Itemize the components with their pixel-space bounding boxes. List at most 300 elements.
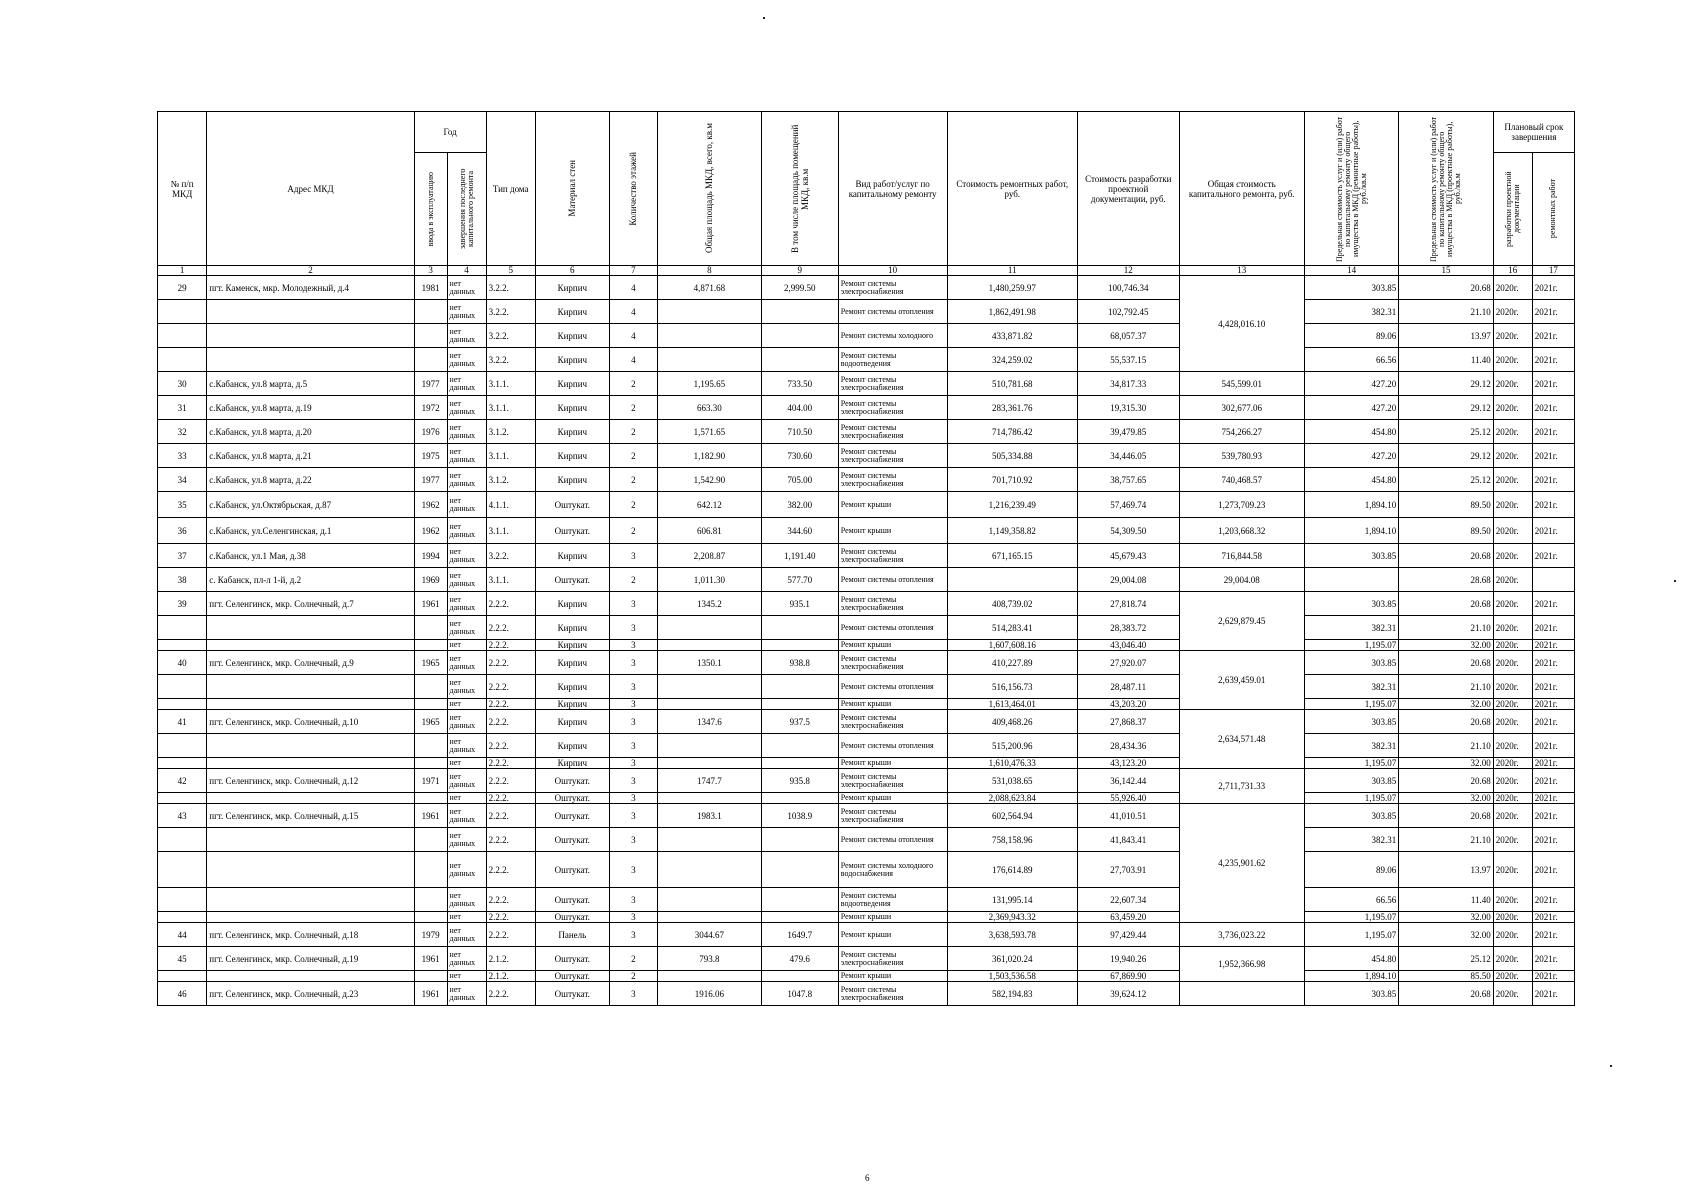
cell-year-commission: 1965 bbox=[414, 651, 447, 675]
cell-premises-area: 382.00 bbox=[761, 492, 838, 518]
cell-house-type: 3.2.2. bbox=[486, 544, 535, 568]
cell-work-type: Ремонт системы электроснабжения bbox=[838, 444, 947, 468]
cell-no bbox=[158, 912, 207, 923]
cell-year-last-repair: нет данных bbox=[447, 324, 486, 348]
table-body bbox=[158, 276, 1575, 1006]
cell-repair-cost: 582,194.83 bbox=[947, 982, 1077, 1006]
cell-design-cost: 67,869.90 bbox=[1077, 971, 1179, 982]
cell-total-area: 1747.7 bbox=[658, 769, 762, 793]
cell-deadline-design: 2020г. bbox=[1493, 888, 1532, 912]
col-number: 2 bbox=[207, 266, 414, 276]
cell-premises-area bbox=[761, 971, 838, 982]
cell-house-type: 2.2.2. bbox=[486, 852, 535, 888]
scan-speck bbox=[763, 17, 765, 19]
cell-limit-design: 25.12 bbox=[1399, 420, 1493, 444]
cell-year-commission: 1962 bbox=[414, 518, 447, 544]
cell-year-commission: 1977 bbox=[414, 372, 447, 396]
cell-limit-repair: 454.80 bbox=[1304, 420, 1398, 444]
table-row bbox=[158, 793, 1575, 804]
cell-limit-repair: 454.80 bbox=[1304, 468, 1398, 492]
cell-year-commission bbox=[414, 324, 447, 348]
col-number: 16 bbox=[1493, 266, 1532, 276]
cell-no: 32 bbox=[158, 420, 207, 444]
cell-limit-design: 32.00 bbox=[1399, 758, 1493, 769]
cell-total-area bbox=[658, 616, 762, 640]
cell-no bbox=[158, 828, 207, 852]
cell-limit-repair: 303.85 bbox=[1304, 592, 1398, 616]
cell-deadline-design: 2020г. bbox=[1493, 592, 1532, 616]
cell-year-last-repair: нет данных bbox=[447, 276, 486, 300]
cell-house-type: 2.2.2. bbox=[486, 651, 535, 675]
cell-deadline-repair: 2021г. bbox=[1532, 651, 1574, 675]
cell-wall-material: Кирпич bbox=[535, 300, 609, 324]
cell-year-commission bbox=[414, 912, 447, 923]
cell-address bbox=[207, 699, 414, 710]
cell-deadline-design: 2020г. bbox=[1493, 616, 1532, 640]
cell-repair-cost: 324,259.02 bbox=[947, 348, 1077, 372]
cell-year-last-repair: нет данных bbox=[447, 675, 486, 699]
cell-floors: 3 bbox=[609, 804, 657, 828]
cell-wall-material: Кирпич bbox=[535, 372, 609, 396]
cell-repair-cost: 701,710.92 bbox=[947, 468, 1077, 492]
cell-year-commission bbox=[414, 888, 447, 912]
cell-no: 41 bbox=[158, 710, 207, 734]
cell-premises-area: 733.50 bbox=[761, 372, 838, 396]
cell-house-type: 4.1.1. bbox=[486, 492, 535, 518]
cell-house-type: 2.2.2. bbox=[486, 888, 535, 912]
cell-limit-design: 20.68 bbox=[1399, 710, 1493, 734]
cell-total-cost: 2,639,459.01 bbox=[1179, 651, 1304, 710]
cell-design-cost: 22,607.34 bbox=[1077, 888, 1179, 912]
table-row bbox=[158, 947, 1575, 971]
cell-year-commission bbox=[414, 793, 447, 804]
col-number: 7 bbox=[609, 266, 657, 276]
cell-limit-design: 85.50 bbox=[1399, 971, 1493, 982]
cell-address: с. Кабанск, пл-л 1-й, д.2 bbox=[207, 568, 414, 592]
cell-limit-design: 11.40 bbox=[1399, 888, 1493, 912]
cell-deadline-repair: 2021г. bbox=[1532, 912, 1574, 923]
cell-premises-area: 710.50 bbox=[761, 420, 838, 444]
cell-limit-design: 21.10 bbox=[1399, 828, 1493, 852]
cell-year-commission bbox=[414, 348, 447, 372]
cell-work-type: Ремонт системы отопления bbox=[838, 675, 947, 699]
cell-total-cost: 4,428,016.10 bbox=[1179, 276, 1304, 372]
cell-limit-repair: 89.06 bbox=[1304, 324, 1398, 348]
table-row bbox=[158, 300, 1575, 324]
cell-year-last-repair: нет данных bbox=[447, 769, 486, 793]
cell-house-type: 3.2.2. bbox=[486, 276, 535, 300]
cell-total-area: 1983.1 bbox=[658, 804, 762, 828]
cell-no bbox=[158, 971, 207, 982]
cell-design-cost: 29,004.08 bbox=[1077, 568, 1179, 592]
cell-total-cost: 1,273,709.23 bbox=[1179, 492, 1304, 518]
header-year-commission: ввода в эксплуатацию bbox=[414, 153, 447, 266]
cell-wall-material: Оштукат. bbox=[535, 828, 609, 852]
cell-total-area bbox=[658, 324, 762, 348]
cell-design-cost: 43,203.20 bbox=[1077, 699, 1179, 710]
cell-year-commission: 1994 bbox=[414, 544, 447, 568]
cell-total-area: 1,195.65 bbox=[658, 372, 762, 396]
cell-limit-design: 32.00 bbox=[1399, 699, 1493, 710]
cell-total-area bbox=[658, 758, 762, 769]
cell-floors: 3 bbox=[609, 852, 657, 888]
cell-repair-cost: 1,607,608.16 bbox=[947, 640, 1077, 651]
cell-design-cost: 39,624.12 bbox=[1077, 982, 1179, 1006]
cell-floors: 2 bbox=[609, 971, 657, 982]
cell-year-commission bbox=[414, 852, 447, 888]
cell-total-area bbox=[658, 793, 762, 804]
cell-year-last-repair: нет данных bbox=[447, 888, 486, 912]
cell-limit-repair: 1,894.10 bbox=[1304, 971, 1398, 982]
cell-floors: 3 bbox=[609, 651, 657, 675]
cell-total-area: 1350.1 bbox=[658, 651, 762, 675]
cell-no bbox=[158, 616, 207, 640]
cell-premises-area bbox=[761, 300, 838, 324]
cell-house-type: 3.1.1. bbox=[486, 444, 535, 468]
cell-deadline-design: 2020г. bbox=[1493, 804, 1532, 828]
cell-address: с.Кабанск, ул.1 Мая, д.38 bbox=[207, 544, 414, 568]
cell-floors: 2 bbox=[609, 420, 657, 444]
cell-work-type: Ремонт системы отопления bbox=[838, 568, 947, 592]
cell-limit-design: 29.12 bbox=[1399, 444, 1493, 468]
cell-premises-area bbox=[761, 616, 838, 640]
cell-repair-cost: 131,995.14 bbox=[947, 888, 1077, 912]
cell-year-commission: 1971 bbox=[414, 769, 447, 793]
cell-deadline-repair: 2021г. bbox=[1532, 616, 1574, 640]
header-floors: Количество этажей bbox=[609, 112, 657, 266]
cell-limit-design: 21.10 bbox=[1399, 300, 1493, 324]
cell-design-cost: 97,429.44 bbox=[1077, 923, 1179, 947]
cell-address: с.Кабанск, ул.Селенгинская, д.1 bbox=[207, 518, 414, 544]
cell-floors: 2 bbox=[609, 468, 657, 492]
cell-design-cost: 100,746.34 bbox=[1077, 276, 1179, 300]
cell-floors: 4 bbox=[609, 276, 657, 300]
cell-total-area: 793.8 bbox=[658, 947, 762, 971]
cell-deadline-design: 2020г. bbox=[1493, 544, 1532, 568]
col-number: 10 bbox=[838, 266, 947, 276]
cell-repair-cost: 1,216,239.49 bbox=[947, 492, 1077, 518]
cell-limit-design: 21.10 bbox=[1399, 675, 1493, 699]
cell-no: 38 bbox=[158, 568, 207, 592]
cell-year-commission: 1961 bbox=[414, 982, 447, 1006]
cell-wall-material: Оштукат. bbox=[535, 492, 609, 518]
cell-limit-repair: 303.85 bbox=[1304, 710, 1398, 734]
cell-limit-design: 20.68 bbox=[1399, 544, 1493, 568]
table-row bbox=[158, 276, 1575, 300]
header-premises-area: В том числе площадь помещений МКД, кв.м bbox=[761, 112, 838, 266]
header-limit-repair: Предельная стоимость услуг и (или) работ по капитальному ремонту общего имущества в МКД (ремонтные работы), руб./кв.м bbox=[1304, 112, 1398, 266]
cell-deadline-repair: 2021г. bbox=[1532, 324, 1574, 348]
cell-limit-repair: 1,195.07 bbox=[1304, 923, 1398, 947]
col-number: 17 bbox=[1532, 266, 1574, 276]
table-row bbox=[158, 971, 1575, 982]
cell-house-type: 2.2.2. bbox=[486, 640, 535, 651]
cell-limit-repair: 1,195.07 bbox=[1304, 793, 1398, 804]
cell-no: 39 bbox=[158, 592, 207, 616]
cell-wall-material: Оштукат. bbox=[535, 852, 609, 888]
cell-year-last-repair: нет данных bbox=[447, 651, 486, 675]
cell-repair-cost: 1,480,259.97 bbox=[947, 276, 1077, 300]
cell-deadline-design: 2020г. bbox=[1493, 640, 1532, 651]
cell-limit-design: 32.00 bbox=[1399, 912, 1493, 923]
cell-floors: 3 bbox=[609, 640, 657, 651]
cell-repair-cost: 2,369,943.32 bbox=[947, 912, 1077, 923]
cell-year-commission: 1979 bbox=[414, 923, 447, 947]
cell-year-last-repair: нет данных bbox=[447, 710, 486, 734]
cell-wall-material: Кирпич bbox=[535, 544, 609, 568]
cell-address: пгт. Селенгинск, мкр. Солнечный, д.7 bbox=[207, 592, 414, 616]
cell-limit-repair: 427.20 bbox=[1304, 444, 1398, 468]
table-row bbox=[158, 544, 1575, 568]
cell-premises-area bbox=[761, 828, 838, 852]
cell-no: 45 bbox=[158, 947, 207, 971]
cell-no bbox=[158, 324, 207, 348]
cell-deadline-repair: 2021г. bbox=[1532, 710, 1574, 734]
cell-limit-design: 29.12 bbox=[1399, 372, 1493, 396]
cell-deadline-repair: 2021г. bbox=[1532, 971, 1574, 982]
cell-work-type: Ремонт системы отопления bbox=[838, 734, 947, 758]
cell-wall-material: Оштукат. bbox=[535, 912, 609, 923]
cell-work-type: Ремонт крыши bbox=[838, 699, 947, 710]
cell-year-last-repair: нет данных bbox=[447, 396, 486, 420]
cell-limit-repair: 303.85 bbox=[1304, 544, 1398, 568]
header-deadline: Плановый срок завершения bbox=[1493, 112, 1574, 153]
cell-floors: 2 bbox=[609, 492, 657, 518]
cell-address bbox=[207, 888, 414, 912]
cell-deadline-design: 2020г. bbox=[1493, 420, 1532, 444]
cell-premises-area: 344.60 bbox=[761, 518, 838, 544]
cell-house-type: 2.2.2. bbox=[486, 734, 535, 758]
cell-work-type: Ремонт системы электроснабжения bbox=[838, 420, 947, 444]
cell-deadline-repair: 2021г. bbox=[1532, 734, 1574, 758]
cell-design-cost: 41,010.51 bbox=[1077, 804, 1179, 828]
cell-repair-cost: 516,156.73 bbox=[947, 675, 1077, 699]
cell-premises-area: 730.60 bbox=[761, 444, 838, 468]
cell-wall-material: Кирпич bbox=[535, 276, 609, 300]
cell-limit-design: 32.00 bbox=[1399, 793, 1493, 804]
table-row bbox=[158, 923, 1575, 947]
cell-limit-design: 29.12 bbox=[1399, 396, 1493, 420]
table-row bbox=[158, 675, 1575, 699]
cell-work-type: Ремонт крыши bbox=[838, 758, 947, 769]
cell-work-type: Ремонт системы электроснабжения bbox=[838, 710, 947, 734]
cell-year-commission: 1975 bbox=[414, 444, 447, 468]
cell-repair-cost: 409,468.26 bbox=[947, 710, 1077, 734]
col-number: 12 bbox=[1077, 266, 1179, 276]
col-number: 14 bbox=[1304, 266, 1398, 276]
cell-repair-cost: 602,564.94 bbox=[947, 804, 1077, 828]
cell-repair-cost: 505,334.88 bbox=[947, 444, 1077, 468]
cell-floors: 2 bbox=[609, 444, 657, 468]
cell-total-area bbox=[658, 348, 762, 372]
cell-no: 44 bbox=[158, 923, 207, 947]
cell-limit-repair: 382.31 bbox=[1304, 828, 1398, 852]
cell-repair-cost: 1,149,358.82 bbox=[947, 518, 1077, 544]
cell-total-area bbox=[658, 699, 762, 710]
cell-no: 35 bbox=[158, 492, 207, 518]
cell-premises-area: 935.1 bbox=[761, 592, 838, 616]
cell-deadline-repair: 2021г. bbox=[1532, 769, 1574, 793]
cell-design-cost: 57,469.74 bbox=[1077, 492, 1179, 518]
cell-premises-area bbox=[761, 888, 838, 912]
cell-work-type: Ремонт крыши bbox=[838, 640, 947, 651]
cell-deadline-design: 2020г. bbox=[1493, 300, 1532, 324]
table-row bbox=[158, 492, 1575, 518]
cell-premises-area bbox=[761, 324, 838, 348]
header-total-cost: Общая стоимость капитального ремонта, руб. bbox=[1179, 112, 1304, 266]
cell-year-last-repair: нет данных bbox=[447, 468, 486, 492]
cell-design-cost: 28,487.11 bbox=[1077, 675, 1179, 699]
cell-house-type: 3.1.1. bbox=[486, 518, 535, 544]
cell-design-cost: 27,703.91 bbox=[1077, 852, 1179, 888]
cell-premises-area: 937.5 bbox=[761, 710, 838, 734]
cell-total-cost: 3,736,023.22 bbox=[1179, 923, 1304, 947]
cell-wall-material: Панель bbox=[535, 923, 609, 947]
cell-no: 37 bbox=[158, 544, 207, 568]
cell-repair-cost: 283,361.76 bbox=[947, 396, 1077, 420]
header-deadline-repair: ремонтных работ bbox=[1532, 153, 1574, 266]
cell-deadline-repair: 2021г. bbox=[1532, 468, 1574, 492]
cell-year-commission bbox=[414, 640, 447, 651]
cell-premises-area bbox=[761, 734, 838, 758]
header-deadline-design: разработки проектной документации bbox=[1493, 153, 1532, 266]
table-row bbox=[158, 396, 1575, 420]
cell-deadline-repair: 2021г. bbox=[1532, 640, 1574, 651]
cell-house-type: 2.2.2. bbox=[486, 793, 535, 804]
cell-limit-design: 20.68 bbox=[1399, 769, 1493, 793]
header-work-type: Вид работ/услуг по капитальному ремонту bbox=[838, 112, 947, 266]
header-total-area: Общая площадь МКД, всего, кв.м bbox=[658, 112, 762, 266]
column-numbers-row bbox=[158, 266, 1575, 276]
cell-repair-cost: 1,503,536.58 bbox=[947, 971, 1077, 982]
header-address: Адрес МКД bbox=[207, 112, 414, 266]
cell-year-last-repair: нет данных bbox=[447, 982, 486, 1006]
cell-deadline-design: 2020г. bbox=[1493, 912, 1532, 923]
cell-address: с.Кабанск, ул.8 марта, д.19 bbox=[207, 396, 414, 420]
cell-total-cost: 716,844.58 bbox=[1179, 544, 1304, 568]
cell-total-area bbox=[658, 828, 762, 852]
cell-repair-cost: 3,638,593.78 bbox=[947, 923, 1077, 947]
cell-deadline-design: 2020г. bbox=[1493, 492, 1532, 518]
table-row bbox=[158, 616, 1575, 640]
cell-deadline-repair: 2021г. bbox=[1532, 518, 1574, 544]
cell-wall-material: Кирпич bbox=[535, 396, 609, 420]
cell-total-cost: 545,599.01 bbox=[1179, 372, 1304, 396]
cell-deadline-repair: 2021г. bbox=[1532, 852, 1574, 888]
cell-total-cost: 302,677.06 bbox=[1179, 396, 1304, 420]
cell-address: с.Кабанск, ул.Октябрьская, д.87 bbox=[207, 492, 414, 518]
cell-address bbox=[207, 758, 414, 769]
cell-work-type: Ремонт крыши bbox=[838, 971, 947, 982]
cell-deadline-design: 2020г. bbox=[1493, 923, 1532, 947]
cell-year-last-repair: нет данных bbox=[447, 444, 486, 468]
cell-total-area: 4,871.68 bbox=[658, 276, 762, 300]
cell-house-type: 3.2.2. bbox=[486, 300, 535, 324]
cell-house-type: 2.2.2. bbox=[486, 982, 535, 1006]
cell-no bbox=[158, 758, 207, 769]
cell-total-cost bbox=[1179, 982, 1304, 1006]
cell-house-type: 3.1.1. bbox=[486, 396, 535, 420]
cell-wall-material: Оштукат. bbox=[535, 982, 609, 1006]
cell-address bbox=[207, 640, 414, 651]
cell-premises-area: 938.8 bbox=[761, 651, 838, 675]
cell-design-cost: 43,046.40 bbox=[1077, 640, 1179, 651]
cell-limit-repair: 303.85 bbox=[1304, 769, 1398, 793]
cell-limit-repair: 382.31 bbox=[1304, 734, 1398, 758]
cell-floors: 3 bbox=[609, 734, 657, 758]
cell-repair-cost: 2,088,623.84 bbox=[947, 793, 1077, 804]
cell-year-last-repair: нет данных bbox=[447, 568, 486, 592]
table-row bbox=[158, 758, 1575, 769]
cell-deadline-design: 2020г. bbox=[1493, 699, 1532, 710]
cell-no: 43 bbox=[158, 804, 207, 828]
cell-work-type: Ремонт системы водоотведения bbox=[838, 348, 947, 372]
col-number: 1 bbox=[158, 266, 207, 276]
cell-deadline-repair: 2021г. bbox=[1532, 348, 1574, 372]
cell-deadline-repair: 2021г. bbox=[1532, 888, 1574, 912]
cell-house-type: 3.1.1. bbox=[486, 568, 535, 592]
cell-design-cost: 28,383.72 bbox=[1077, 616, 1179, 640]
cell-year-commission: 1981 bbox=[414, 276, 447, 300]
cell-year-commission: 1969 bbox=[414, 568, 447, 592]
cell-no bbox=[158, 888, 207, 912]
cell-no bbox=[158, 734, 207, 758]
cell-premises-area bbox=[761, 912, 838, 923]
cell-house-type: 2.2.2. bbox=[486, 769, 535, 793]
cell-floors: 3 bbox=[609, 592, 657, 616]
cell-design-cost: 43,123.20 bbox=[1077, 758, 1179, 769]
cell-no: 33 bbox=[158, 444, 207, 468]
header-repair-cost: Стоимость ремонтных работ, руб. bbox=[947, 112, 1077, 266]
cell-wall-material: Кирпич bbox=[535, 651, 609, 675]
cell-address bbox=[207, 300, 414, 324]
cell-deadline-design: 2020г. bbox=[1493, 828, 1532, 852]
cell-no bbox=[158, 640, 207, 651]
table-row bbox=[158, 852, 1575, 888]
cell-no bbox=[158, 300, 207, 324]
cell-year-commission bbox=[414, 734, 447, 758]
col-number: 13 bbox=[1179, 266, 1304, 276]
cell-house-type: 3.2.2. bbox=[486, 324, 535, 348]
repair-plan-table-wrapper bbox=[157, 111, 1575, 1006]
cell-premises-area bbox=[761, 793, 838, 804]
header-year: Год bbox=[414, 112, 486, 153]
cell-wall-material: Оштукат. bbox=[535, 568, 609, 592]
cell-deadline-repair: 2021г. bbox=[1532, 828, 1574, 852]
cell-year-last-repair: нет данных bbox=[447, 518, 486, 544]
cell-year-commission bbox=[414, 616, 447, 640]
cell-repair-cost: 410,227.89 bbox=[947, 651, 1077, 675]
cell-limit-design: 89.50 bbox=[1399, 518, 1493, 544]
cell-repair-cost: 515,200.96 bbox=[947, 734, 1077, 758]
cell-limit-design: 32.00 bbox=[1399, 923, 1493, 947]
table-row bbox=[158, 699, 1575, 710]
cell-repair-cost: 671,165.15 bbox=[947, 544, 1077, 568]
cell-floors: 2 bbox=[609, 568, 657, 592]
cell-work-type: Ремонт системы отопления bbox=[838, 616, 947, 640]
cell-total-cost: 754,266.27 bbox=[1179, 420, 1304, 444]
cell-no: 31 bbox=[158, 396, 207, 420]
cell-total-area bbox=[658, 734, 762, 758]
cell-floors: 2 bbox=[609, 396, 657, 420]
col-number: 4 bbox=[447, 266, 486, 276]
cell-limit-repair bbox=[1304, 568, 1398, 592]
cell-repair-cost bbox=[947, 568, 1077, 592]
cell-work-type: Ремонт крыши bbox=[838, 793, 947, 804]
cell-repair-cost: 361,020.24 bbox=[947, 947, 1077, 971]
cell-limit-repair: 1,894.10 bbox=[1304, 492, 1398, 518]
cell-year-last-repair: нет данных bbox=[447, 734, 486, 758]
